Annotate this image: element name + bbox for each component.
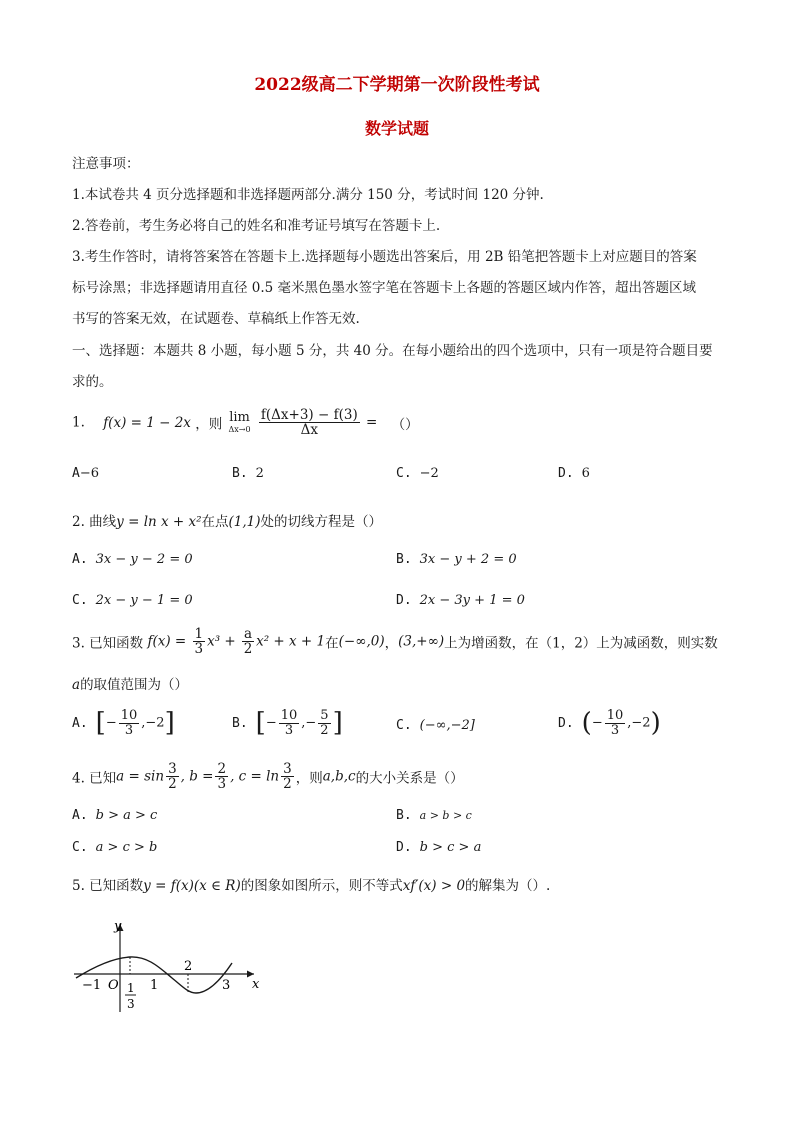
notice-item-2: 2.答卷前，考生务必将自己的姓名和准考证号填写在答题卡上. [72,218,441,234]
question-4: 4. 已知a = sin $\frac{3}{2}$ , b = $\frac{2}{3}$ , c = ln $\frac{3}{2}$ ，则a,b,c的大小关系是（） [72,761,464,792]
q4-option-c: C. a > c > b [72,840,158,855]
tick-label-1: 1 [150,978,159,993]
tangent-point: (1,1) [228,514,261,530]
equals-sign: = [366,414,378,431]
question-1 [72,408,419,437]
function-graph [72,916,272,1016]
q2-option-c: C. 2x − y − 1 = 0 [72,593,193,608]
limit-operator: lim Δx→0 [228,410,251,434]
q3-option-a: A. [− $\frac{10}{3}$ ,−2] [72,707,175,738]
curve-equation: y = ln x + x² [116,514,202,530]
origin-label: O [108,978,119,993]
subject-title: 数学试题 [364,119,429,138]
q4-option-d: D. b > c > a [396,840,482,855]
tick-label-third-den: 3 [127,997,135,1011]
question-3: 3. 已知函数 f(x) = $\frac{1}{3}$ x³ + $\frac{a}{2}$ x² + x + 1在(−∞,0)，(3,+∞)上为增函数，在（1，2）上为减函数，则实数 [72,626,718,657]
y-axis-label: y [114,919,122,934]
exam-title: 2022级高二下学期第一次阶段性考试 [254,75,540,95]
inequality: xf′(x) > 0 [402,878,466,894]
interval-2: (3,+∞) [398,633,445,650]
q1-option-b: B. 2 [232,466,264,481]
q4-option-a: A. b > a > c [72,808,158,823]
q3-option-c: C. (−∞,−2] [396,718,475,733]
fraction-a-half: $\frac{a}{2}$ [243,626,253,657]
answer-paren: （） [391,416,419,433]
q3-option-b: B. [− $\frac{10}{3}$ ,− $\frac{5}{2}$ ] [232,707,343,738]
tick-label-neg1: −1 [82,978,102,993]
question-number: 1. [72,414,85,431]
question-2: 2. 曲线y = ln x + x²在点(1,1)处的切线方程是（） [72,514,383,530]
q2-option-a: A. 3x − y − 2 = 0 [72,552,193,567]
q2-option-b: B. 3x − y + 2 = 0 [396,552,517,567]
difference-quotient: $\frac{f(\Delta x+3) - f(3)}{\Delta x}$ [260,407,358,438]
section-1-heading-line-1: 一、选择题：本题共 8 小题，每小题 5 分，共 40 分。在每小题给出的四个选项中，只有一项是符合题目要 [72,343,713,359]
question-5: 5. 已知函数y = f(x)(x ∈ R)的图象如图所示，则不等式xf′(x) > 0的解集为（）. [72,878,551,894]
notice-item-3-line-3: 书写的答案无效，在试题卷、草稿纸上作答无效. [72,311,360,327]
q3-option-d: D. (− $\frac{10}{3}$ ,−2) [558,707,661,738]
tick-label-3: 3 [222,978,231,993]
function-definition: y = f(x)(x ∈ R) [143,878,241,894]
notice-item-1: 1.本试卷共 4 页分选择题和非选择题两部分.满分 150 分，考试时间 120 分钟. [72,187,544,203]
q2-option-d: D. 2x − 3y + 1 = 0 [396,593,525,608]
tick-label-2: 2 [184,959,193,974]
function-expression: f(x) = 1 − 2x [103,414,191,431]
q4-option-b: B. a > b > c [396,808,472,823]
interval-1: (−∞,0) [338,633,385,650]
tick-label-third-num: 1 [127,981,135,995]
fraction-one-third: $\frac{1}{3}$ [194,626,204,657]
notice-item-3-line-1: 3.考生作答时，请将答案答在答题卡上.选择题每小题选出答案后，用 2B 铅笔把答题卡上对应题目的答案 [72,249,697,265]
x-axis-label: x [252,977,260,992]
notice-heading: 注意事项： [72,156,140,172]
question-text: ，则 [195,416,223,433]
notice-item-3-line-2: 标号涂黑；非选择题请用直径 0.5 毫米黑色墨水签字笔在答题卡上各题的答题区域内作答，超出答题区域 [72,280,697,296]
q1-option-c: C. −2 [396,466,439,481]
question-3-line-2: a的取值范围为（） [72,677,189,693]
q1-option-d: D. 6 [558,466,590,481]
q1-option-a: A−6 [72,466,99,481]
section-1-heading-line-2: 求的。 [72,374,113,390]
